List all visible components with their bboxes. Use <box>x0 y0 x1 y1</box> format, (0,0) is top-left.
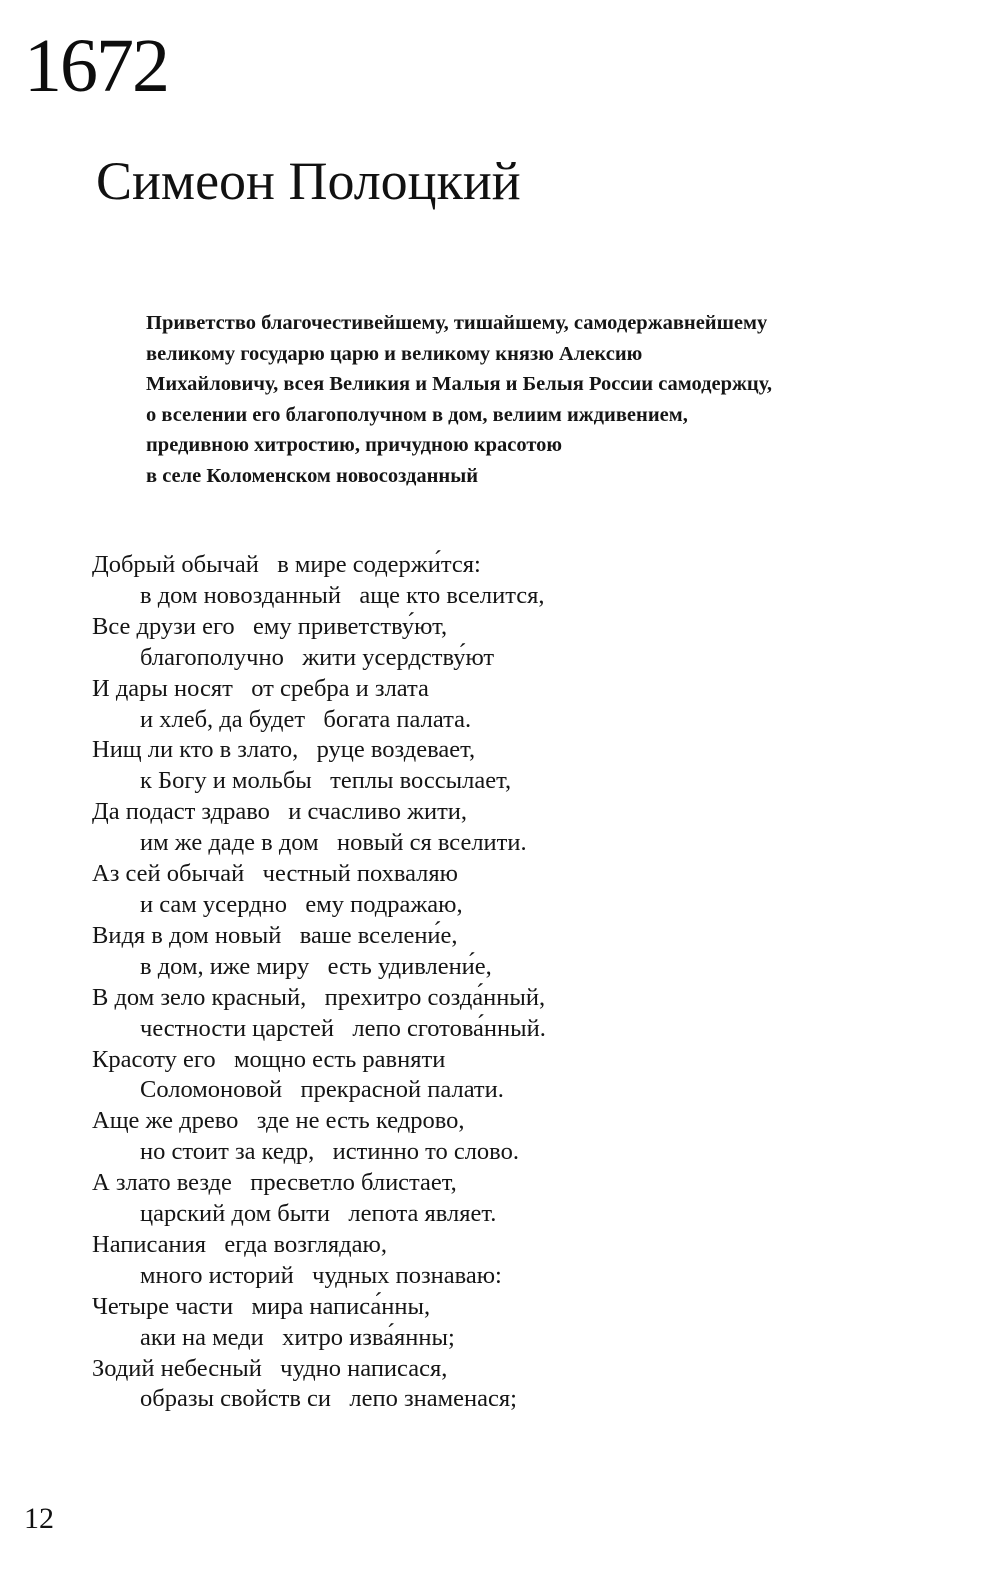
dedication-line: в селе Коломенском новосозданный <box>146 464 479 487</box>
poem-line: А злато везде пресветло блистает, <box>92 1169 457 1197</box>
poem-line: честности царстей лепо сготова́нный. <box>140 1014 546 1042</box>
poem-line: аки на меди хитро изва́янны; <box>140 1323 455 1351</box>
poem-line: В дом зело красный, прехитро созда́нный, <box>92 983 546 1011</box>
poem-line: Написания егда возглядаю, <box>92 1230 387 1258</box>
poem-dedication <box>146 308 966 491</box>
poem-line: Видя в дом новый ваше вселени́е, <box>92 921 458 949</box>
page-number: 12 <box>24 1502 54 1535</box>
poem-line: Аз сей обычай честный похваляю <box>92 860 458 888</box>
poem-line: благополучно жити усердству́ют <box>140 643 495 671</box>
poem-line: Да подаст здраво и счасливо жити, <box>92 798 468 826</box>
poem-line: Нищ ли кто в злато, руце воздевает, <box>92 736 476 764</box>
poem-line: образы свойств си лепо знаменася; <box>140 1385 517 1413</box>
poem-line: и хлеб, да будет богата палата. <box>140 705 472 733</box>
poem-line: и сам усердно ему подражаю, <box>140 890 463 918</box>
dedication-line: о вселении его благополучном в дом, велиим иждивением, <box>146 403 688 426</box>
poem-line: в дом, иже миру есть удивлени́е, <box>140 952 492 980</box>
poem-line: Добрый обычай в мире содержи́тся: <box>92 551 481 578</box>
dedication-line: Приветство благочестивейшему, тишайшему, самодержавнейшему <box>146 312 768 334</box>
poem-line: Красоту его мощно есть равняти <box>92 1045 446 1073</box>
poem-body <box>92 550 546 1415</box>
poem-line: Четыре части мира написа́нны, <box>92 1292 431 1320</box>
poem-line: им же даде в дом новый ся вселити. <box>140 829 527 857</box>
dedication-line: Михайловичу, всея Великия и Малыя и Белыя России самодержцу, <box>146 373 773 395</box>
poem-line: в дом новозданный аще кто вселится, <box>140 581 545 609</box>
author-title: Симеон Полоцкий <box>96 151 521 211</box>
poem-line: царский дом быти лепота являет. <box>140 1200 497 1228</box>
poem-line: но стоит за кедр, истинно то слово. <box>140 1138 519 1166</box>
poem-line: Зодий небесный чудно написася, <box>92 1354 448 1382</box>
dedication-line: великому государю царю и великому князю Алексию <box>146 342 643 365</box>
poem-line: Аще же древо зде не есть кедрово, <box>92 1107 465 1135</box>
poem-line: много историй чудных познаваю: <box>140 1261 502 1289</box>
poem-line: к Богу и мольбы теплы воссылает, <box>140 767 512 795</box>
poem-line: И дары носят от сребра и злата <box>92 674 429 702</box>
poem-line: Все друзи его ему приветству́ют, <box>92 612 448 640</box>
year-heading: 1672 <box>24 24 168 108</box>
poem-line: Соломоновой прекрасной палати. <box>140 1076 504 1104</box>
dedication-line: предивною хитростию, причудною красотою <box>146 434 563 456</box>
